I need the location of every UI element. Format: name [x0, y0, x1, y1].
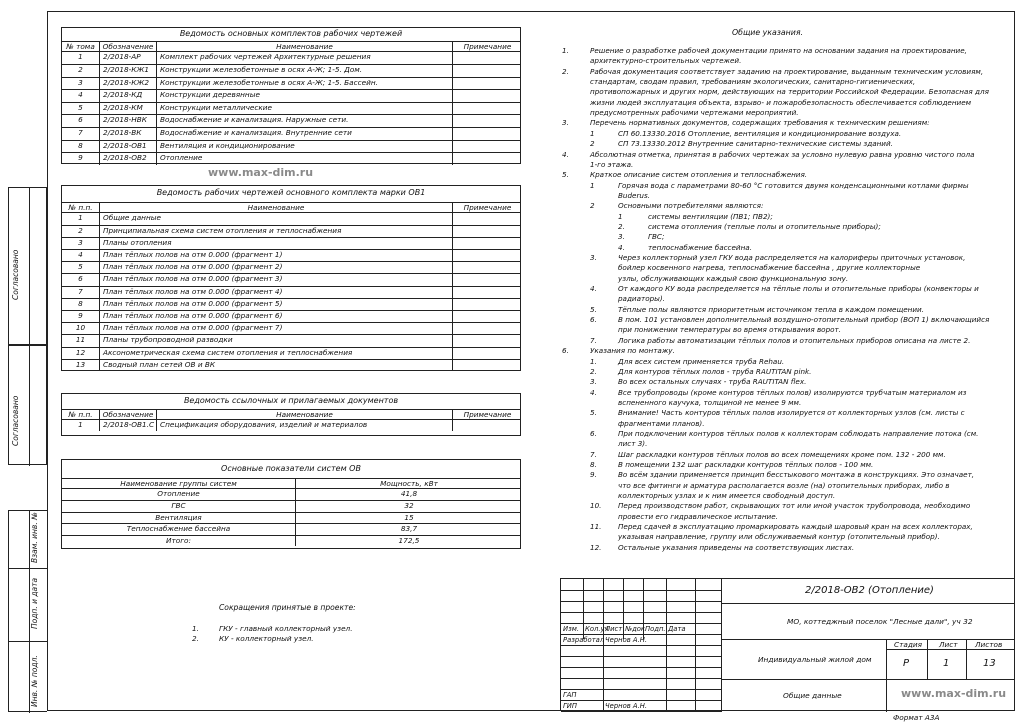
sheet-label: Лист [939, 640, 958, 649]
side-agreed-label-2: Согласовано [11, 395, 20, 446]
table-indicators-header [62, 478, 520, 488]
note-text: фрагментами планов). [618, 418, 705, 428]
header-cell: Мощность, кВт [295, 479, 522, 488]
table-cell: Принципиальная схема систем отопления и теплоснабжения [99, 226, 452, 237]
table-cell: 5 [78, 262, 83, 272]
side-stamp-agreed-2 [8, 345, 47, 465]
note-text: Все трубопроводы (кроме контуров тёплых полов) изолируются трубчатым материалом из [618, 387, 967, 397]
note-number: 5. [590, 304, 597, 314]
header-cell: № п.п. [68, 203, 93, 212]
side-stamp-inv [8, 510, 47, 712]
note-text: Основными потребителями являются: [618, 201, 764, 211]
note-text: Остальные указания приведены на соответствующих листах. [618, 542, 855, 552]
note-text: лист 3). [618, 439, 648, 449]
table-cell [452, 103, 522, 115]
note-number: 1 [590, 128, 595, 138]
table-row [62, 286, 520, 298]
note-number: 1 [618, 211, 623, 221]
sheets-value: 13 [983, 658, 996, 669]
stage-label: Стадия [894, 640, 922, 649]
note-text: противопожарных и других норм, действующих на территории Российской Федерации. Безопасная для [590, 87, 989, 97]
table-row [62, 249, 520, 261]
header-cell: Примечание [452, 410, 522, 419]
table-row [62, 334, 520, 346]
note-number: 1. [562, 46, 569, 55]
note-number: 4. [618, 242, 625, 252]
table-cell [452, 115, 522, 127]
note-text: Во всём здании применяется принцип бесстыкового монтажа в конструкциях. Это означает, [618, 470, 975, 480]
note-text: Логика работы автоматизации тёплых полов и отопительных приборов описана на листе 2. [618, 335, 971, 345]
table-row [62, 535, 520, 547]
table-cell [452, 348, 522, 359]
note-number: 2. [618, 221, 625, 231]
stamp-col-label: №док [625, 625, 646, 633]
table-cell: План тёплых полов на отм 0.000 (фрагмент 6) [99, 311, 452, 322]
table-cell: 6 [78, 115, 83, 125]
table-main-sets-header [62, 41, 520, 51]
table-row [62, 237, 520, 249]
table-references-header [62, 409, 520, 419]
note-text: 1-го этажа. [590, 159, 634, 169]
note-number: 5. [562, 170, 569, 180]
header-cell: № п.п. [68, 410, 93, 419]
note-text: СП 60.13330.2016 Отопление, вентиляция и кондиционирование воздуха. [618, 128, 902, 138]
sheet-value: 1 [943, 658, 950, 669]
table-row [62, 114, 520, 127]
table-cell: План тёплых полов на отм 0.000 (фрагмент 2) [99, 262, 452, 273]
note-number: 3. [618, 232, 625, 242]
note-text: бойлер косвенного нагрева, теплоснабжение бассейна , другие коллекторные [618, 263, 921, 273]
table-cell: План тёплых полов на отм 0.000 (фрагмент 1) [99, 250, 452, 261]
watermark-2: www.max-dim.ru [901, 687, 1007, 700]
table-ov1-header [62, 202, 520, 212]
table-cell: Вентиляция [155, 512, 202, 522]
table-cell: Отопление [156, 153, 452, 165]
table-cell [452, 65, 522, 77]
table-cell: 11 [75, 335, 86, 345]
table-cell: 9 [78, 311, 83, 320]
table-cell: 10 [75, 323, 86, 333]
note-number: 6. [590, 315, 597, 325]
table-main-sets [61, 27, 521, 164]
table-cell: 2/2018-КЖ1 [99, 65, 156, 77]
note-text: Тёплые полы являются приоритетным источником тепла в каждом помещении. [618, 304, 924, 314]
note-text: теплоснабжение бассейна. [648, 242, 752, 252]
stamp-col-label: Подп. [645, 625, 666, 633]
table-cell: 4 [78, 90, 83, 100]
note-number: 11. [590, 522, 602, 532]
table-row [62, 273, 520, 285]
table-cell: ГВС [171, 501, 186, 510]
table-cell: 7 [78, 128, 83, 137]
notes-title: Общие указания. [732, 28, 803, 37]
note-text: Во всех остальных случаях - труба RAUTITAN flex. [618, 377, 807, 387]
project-location: МО, коттеджный поселок "Лесные дали", уч 32 [787, 617, 973, 626]
header-cell: Наименование [99, 203, 452, 212]
note-text: при понижении температуры во время открывания ворот. [618, 325, 842, 335]
table-cell: 2/2018-КД [99, 90, 156, 102]
table-row [62, 64, 520, 77]
format-label: Формат А3А [893, 713, 940, 722]
note-number: 2 [590, 201, 595, 211]
table-cell: 2/2018-ОВ2 [99, 153, 156, 165]
table-indicators [61, 459, 521, 549]
table-main-sets-title: Ведомость основных комплектов рабочих чертежей [179, 29, 403, 38]
note-number: 7. [590, 449, 597, 459]
table-cell: Планы отопления [99, 238, 452, 249]
note-text: Указания по монтажу. [590, 346, 675, 356]
note-number: 10. [590, 501, 602, 511]
table-cell: 41,8 [295, 489, 522, 500]
table-cell [452, 78, 522, 90]
table-cell [452, 335, 522, 346]
table-row [62, 212, 520, 224]
note-text: В пом. 101 установлен дополнительный воздушно-отопительный прибор (ВОП 1) включающийся [618, 315, 990, 325]
table-row [62, 102, 520, 115]
table-cell [452, 360, 522, 371]
note-text: Перед производством работ, скрывающих тот или иной участок трубопровода, необходимо [618, 501, 971, 511]
table-cell [452, 238, 522, 249]
table-cell: Спецификация оборудования, изделий и материалов [156, 420, 452, 431]
note-text: Внимание! Часть контуров тёплых полов изолируется от коллекторных узлов (см. листы с [618, 408, 965, 418]
table-row [62, 261, 520, 273]
table-cell: 2/2018-ВК [99, 128, 156, 140]
table-cell [452, 213, 522, 224]
table-cell [452, 262, 522, 273]
table-ov1-drawings [61, 185, 521, 371]
table-cell: 2/2018-АР [99, 52, 156, 64]
note-number: 3. [590, 377, 597, 387]
note-number: 5. [590, 408, 597, 418]
table-ov1-title: Ведомость рабочих чертежей основного комплекта марки ОВ1 [156, 188, 426, 197]
note-text: При подключении контуров тёплых полов к коллекторам соблюдать направление потока (см. [618, 428, 979, 438]
table-cell [452, 274, 522, 285]
table-row [62, 51, 520, 64]
side-inv-orig-label: Инв. № подл. [30, 655, 39, 707]
note-text: От каждого КУ вода распределяется на тёплые полы и отопительные приборы (конвекторы и [618, 284, 979, 294]
sheets-label: Листов [975, 640, 1003, 649]
table-cell: 172,5 [295, 536, 522, 547]
table-cell: 2/2018-НВК [99, 115, 156, 127]
header-cell: Наименование группы систем [120, 479, 237, 488]
note-text: что все фитинги и арматура располагается возле (на) отопительных приборах, либо в [618, 480, 950, 490]
note-text: стандартам, сводам правил, требованиям экологических, санитарно-гигиенических, [590, 77, 916, 87]
abbrev-num-2: 2. [192, 634, 199, 643]
note-text: Рабочая документация соответствует заданию на проектирование, выданным техническим условиям, [590, 66, 984, 76]
note-text: Решение о разработке рабочей документации принято на основании задания на проектирование, [590, 46, 967, 55]
note-number: 7. [590, 335, 597, 345]
note-number: 1. [590, 356, 597, 366]
note-text: Перечень нормативных документов, содержащих требования к техническим решениям: [590, 118, 930, 128]
note-number: 6. [562, 346, 569, 356]
table-cell: Планы трубопроводной разводки [99, 335, 452, 346]
table-row [62, 359, 520, 371]
table-cell [452, 153, 522, 165]
note-text: радиаторы). [618, 294, 665, 304]
table-cell: 7 [78, 286, 83, 296]
side-inv-replace-label: Взам. инв. № [30, 512, 39, 563]
note-text: Краткое описание систем отопления и теплоснабжения. [590, 170, 808, 180]
table-cell: 1 [78, 420, 83, 430]
table-row [62, 523, 520, 535]
table-row [62, 419, 520, 431]
table-cell [452, 287, 522, 298]
table-row [62, 225, 520, 237]
table-cell: Сводный план сетей ОВ и ВК [99, 360, 452, 371]
stamp-col-label: Дата [668, 625, 686, 633]
stamp-role: ГАП [563, 691, 577, 699]
table-row [62, 127, 520, 140]
note-text: Абсолютная отметка, принятая в рабочих чертежах за условно нулевую равна уровню чистого пола [590, 149, 975, 159]
table-cell [452, 128, 522, 140]
note-text: узлы, обслуживающих каждый свою функциональную зону. [618, 273, 849, 283]
table-row [62, 322, 520, 334]
sheet-name: Общие данные [783, 691, 842, 700]
note-number: 4. [590, 387, 597, 397]
abbrev-text-1: ГКУ - главный коллекторный узел. [219, 624, 353, 633]
table-cell: План тёплых полов на отм 0.000 (фрагмент 4) [99, 287, 452, 298]
side-stamp-agreed-1 [8, 187, 47, 345]
table-cell: 1 [78, 213, 83, 223]
stamp-role: Разработал [563, 636, 605, 644]
project-code: 2/2018-ОВ2 (Отопление) [805, 585, 934, 596]
note-text: система отопления (теплые полы и отопительные приборы); [648, 221, 881, 231]
table-cell: Вентиляция и кондиционирование [156, 141, 452, 153]
stamp-col-label: Кол.уч [585, 625, 609, 633]
note-number: 9. [590, 470, 597, 480]
header-cell: Примечание [452, 42, 522, 51]
table-cell: 8 [78, 140, 83, 150]
table-row [62, 512, 520, 524]
table-cell: 6 [78, 274, 83, 284]
table-cell: 83,7 [295, 524, 522, 535]
table-cell: Конструкции железобетонные в осях А-Ж; 1-5. Бассейн. [156, 78, 452, 90]
stamp-role: ГИП [563, 702, 577, 710]
table-cell: План тёплых полов на отм 0.000 (фрагмент 3) [99, 274, 452, 285]
table-cell [452, 323, 522, 334]
header-cell: Примечание [452, 203, 522, 212]
table-cell: 9 [78, 153, 83, 163]
note-number: 6. [590, 428, 597, 438]
note-text: коллекторных узлах и к ним имеется свободный доступ. [618, 491, 836, 501]
table-cell: 5 [78, 102, 83, 112]
table-cell: 2/2018-ОВ1.С [99, 420, 156, 431]
table-cell: 32 [295, 501, 522, 512]
note-number: 2 [590, 139, 595, 149]
table-cell: 3 [78, 77, 83, 87]
abbrev-num-1: 1. [192, 624, 199, 633]
note-text: СП 73.13330.2012 Внутренние санитарно-технические системы зданий. [618, 139, 893, 149]
project-object: Индивидуальный жилой дом [758, 655, 872, 664]
table-cell: 13 [75, 359, 86, 369]
note-text: жизни людей эксплуатация объекта, взрыво- и пожаробезопасность обеспечивается соблюдением [590, 97, 972, 107]
header-cell: Обозначение [99, 410, 156, 419]
table-cell: 2/2018-КМ [99, 103, 156, 115]
table-row [62, 310, 520, 322]
table-cell: Конструкции железобетонные в осях А-Ж; 1-5. Дом. [156, 65, 452, 77]
table-references-title: Ведомость ссылочных и прилагаемых документов [183, 396, 399, 405]
table-cell: Комплект рабочих чертежей Архитектурные решения [156, 52, 452, 64]
note-text: Шаг раскладки контуров тёплых полов во всех помещениях кроме пом. 132 - 200 мм. [618, 449, 946, 459]
table-cell: Теплоснабжение бассейна [126, 524, 231, 534]
table-cell: 4 [78, 250, 83, 259]
note-text: ГВС; [648, 232, 665, 242]
table-cell [452, 299, 522, 310]
abbrev-title: Сокращения принятые в проекте: [219, 603, 356, 612]
note-text: вспененного каучука, толщиной не менее 9 мм. [618, 397, 802, 407]
note-text: Buderus. [618, 190, 651, 200]
table-row [62, 77, 520, 90]
abbrev-text-2: КУ - коллекторный узел. [219, 634, 314, 643]
table-cell: План тёплых полов на отм 0.000 (фрагмент 7) [99, 323, 452, 334]
table-cell: План тёплых полов на отм 0.000 (фрагмент 5) [99, 299, 452, 310]
table-cell: 12 [75, 347, 86, 357]
note-number: 4. [562, 149, 569, 159]
stamp-person: Чернов А.Н. [605, 702, 648, 710]
table-cell [452, 250, 522, 261]
side-agreed-label-1: Согласовано [11, 249, 20, 300]
note-number: 1 [590, 180, 595, 190]
note-text: Для всех систем применяется труба Rehau. [618, 356, 785, 366]
note-text: провести его гидравлическое испытание. [618, 511, 778, 521]
stage-value: Р [903, 658, 910, 669]
header-cell: Обозначение [99, 42, 156, 51]
table-cell: Водоснабжение и канализация. Внутренние сети [156, 128, 452, 140]
table-cell: Конструкции деревянные [156, 90, 452, 102]
header-cell: № тома [66, 42, 95, 51]
table-cell: Итого: [166, 535, 191, 545]
header-cell: Наименование [156, 42, 452, 51]
note-number: 8. [590, 460, 597, 469]
table-indicators-title: Основные показатели систем ОВ [221, 464, 361, 473]
note-text: архитектурно-строительных чертежей. [590, 56, 742, 66]
table-row [62, 500, 520, 512]
table-cell: Конструкции металлические [156, 103, 452, 115]
table-cell: 2/2018-КЖ2 [99, 78, 156, 90]
table-cell [452, 226, 522, 237]
header-cell: Наименование [156, 410, 452, 419]
note-text: системы вентиляции (ПВ1; ПВ2); [648, 211, 773, 221]
note-text: Через коллекторный узел ГКУ вода распределяется на калориферы приточных установок, [618, 253, 966, 262]
note-text: Перед сдачей в эксплуатацию промаркировать каждый шаровый кран на всех коллекторах, [618, 522, 973, 532]
note-number: 4. [590, 284, 597, 294]
title-block [560, 578, 1015, 711]
table-cell [452, 52, 522, 64]
note-text: указывая направление, группу или обслуживаемый контур (отопительный прибор). [618, 532, 940, 542]
table-cell [452, 141, 522, 153]
table-cell: 8 [78, 298, 83, 308]
table-row [62, 152, 520, 165]
table-row [62, 347, 520, 359]
table-row [62, 140, 520, 153]
table-cell: Аксонометрическая схема систем отопления и теплоснабжения [99, 348, 452, 359]
note-text: В помещении 132 шаг раскладки контуров тёплых полов - 100 мм. [618, 460, 874, 469]
table-cell: Общие данные [99, 213, 452, 224]
stamp-col-label: Изм. [563, 625, 579, 633]
table-cell [452, 420, 522, 431]
table-cell: 3 [78, 237, 83, 247]
table-cell: Водоснабжение и канализация. Наружные сети. [156, 115, 452, 127]
note-text: Для контуров тёплых полов - труба RAUTITAN pink. [618, 366, 812, 376]
table-cell: 2 [78, 65, 83, 74]
table-cell: 1 [78, 52, 83, 62]
note-text: Горячая вода с параметрами 80-60 °C готовится двумя конденсационными котлами фирмы [618, 180, 969, 190]
table-cell: 2 [78, 225, 83, 235]
table-cell: Отопление [157, 489, 200, 499]
table-row [62, 89, 520, 102]
note-number: 2. [562, 66, 569, 76]
note-number: 3. [562, 118, 569, 128]
stamp-col-label: Лист [605, 625, 623, 633]
watermark-1: www.max-dim.ru [208, 166, 314, 179]
table-row [62, 298, 520, 310]
table-cell: 15 [295, 513, 522, 524]
table-cell: 2/2018-ОВ1 [99, 141, 156, 153]
note-number: 3. [590, 253, 597, 262]
table-cell [452, 90, 522, 102]
stamp-person: Чернов А.Н. [605, 636, 648, 644]
table-row [62, 488, 520, 500]
side-sign-date-label: Подп. и дата [30, 577, 39, 629]
table-cell [452, 311, 522, 322]
note-text: предусмотренных рабочими чертежами мероприятий. [590, 108, 799, 118]
table-references [61, 393, 521, 436]
note-number: 2. [590, 366, 597, 376]
note-number: 12. [590, 542, 602, 552]
